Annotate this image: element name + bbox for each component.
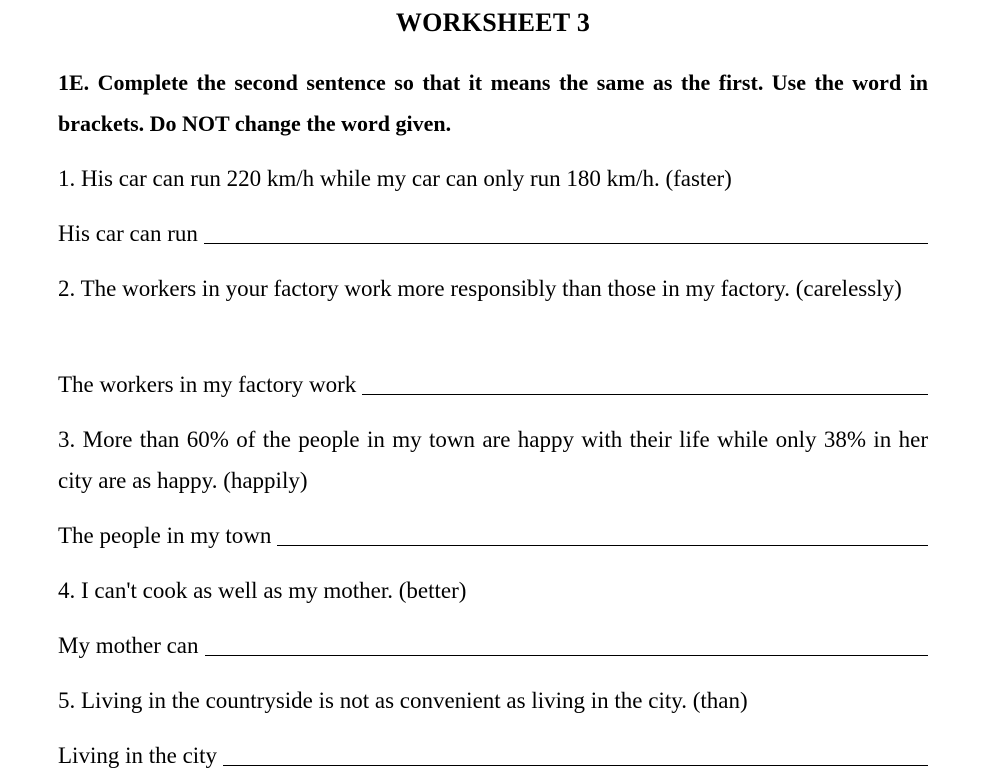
question-5: 5. Living in the countryside is not as convenient as living in the city. (than)	[58, 688, 748, 713]
answer-blank-1[interactable]	[204, 213, 928, 244]
question-3: 3. More than 60% of the people in my town are happy with their life while only 38% in her city are as happy. (happily)	[58, 427, 928, 493]
answer-row-1	[58, 213, 928, 254]
answer-row-3	[58, 515, 928, 556]
answer-blank-3[interactable]	[277, 515, 928, 546]
answer-blank-5[interactable]	[223, 735, 928, 766]
exercise-instructions: 1E. Complete the second sentence so that it means the same as the first. Use the word in brackets. Do NOT change the word given.	[58, 70, 928, 136]
worksheet-title: WORKSHEET 3	[395, 8, 591, 37]
question-2: 2. The workers in your factory work more responsibly than those in my factory. (carelessly)	[58, 276, 902, 301]
answer-row-5	[58, 735, 928, 776]
answer-blank-4[interactable]	[205, 625, 928, 656]
answer-prompt-5: Living in the city	[58, 743, 218, 768]
answer-row-4	[58, 625, 928, 666]
answer-row-2	[58, 364, 928, 405]
answer-prompt-1: His car can run	[58, 221, 198, 246]
answer-blank-2[interactable]	[362, 364, 928, 395]
question-1: 1. His car can run 220 km/h while my car can only run 180 km/h. (faster)	[58, 166, 732, 191]
answer-prompt-2: The workers in my factory work	[58, 372, 357, 397]
answer-prompt-4: My mother can	[58, 633, 199, 658]
question-4: 4. I can't cook as well as my mother. (better)	[58, 578, 467, 603]
answer-prompt-3: The people in my town	[58, 523, 272, 548]
